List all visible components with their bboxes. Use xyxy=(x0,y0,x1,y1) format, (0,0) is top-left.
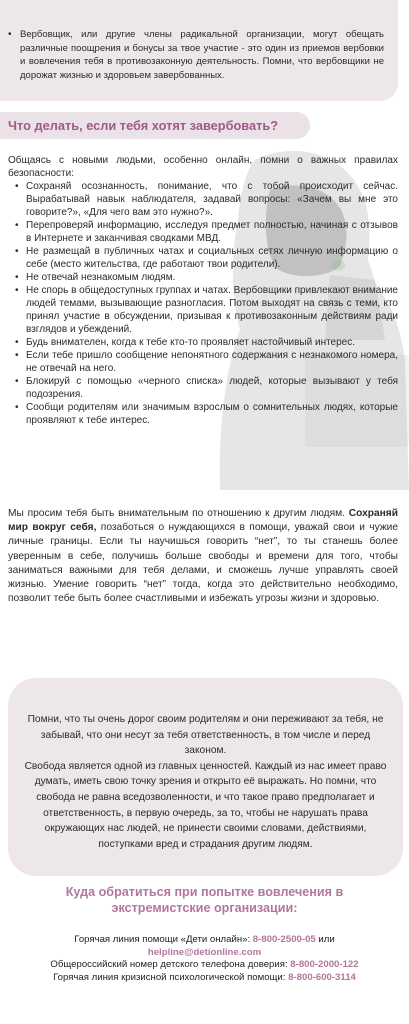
contact-line-trust-phone xyxy=(0,959,409,972)
intro-list xyxy=(8,28,384,82)
contact-or: или xyxy=(315,934,335,945)
safety-rule: • Перепроверяй информацию, исследуя предмет полностью, начиная с отзывов в Интернете и заканчивая сводками МВД. xyxy=(8,219,398,245)
contact-label: Горячая линия помощи «Дети онлайн»: xyxy=(74,934,253,945)
safety-intro: Общаясь с новыми людьми, особенно онлайн, помни о важных правилах безопасности: xyxy=(8,155,398,179)
advice-start: Мы просим тебя быть внимательным по отношению к другим людям. xyxy=(8,508,349,519)
contact-line-email xyxy=(0,947,409,960)
contact-line-kids-online xyxy=(0,934,409,947)
contact-phone-link[interactable]: 8-800-2000-122 xyxy=(290,959,359,971)
contact-phone-link[interactable]: 8-800-600-3114 xyxy=(288,971,356,983)
intro-panel xyxy=(0,0,398,101)
safety-rules-list xyxy=(8,180,398,427)
safety-rule: • Не спорь в общедоступных группах и чатах. Вербовщики привлекают внимание людей темами, вызывающие разногласия. Потом выходят на связь с теми, кто принял участие в обсуждении, призывая к противозаконным действиям ради взглядов и убеждений. xyxy=(8,284,398,336)
contacts-list xyxy=(0,934,409,984)
contact-label: Горячая линия кризисной психологической помощи: xyxy=(53,971,289,983)
reminder-paragraph-2: Свобода является одной из главных ценностей. Каждый из нас имеет право думать, иметь свою точку зрения и открыто её выражать. Но помни, что свобода не равна вседозволенности, и что такое право предполагает и ответственность, в первую очередь, за то, чтобы не нарушать права окружающих нас людей, не принести своими словами, действиями, поступками вред и страдания другим людям. xyxy=(24,760,387,850)
safety-section xyxy=(8,154,398,427)
reminder-panel xyxy=(8,678,403,876)
contacts-section xyxy=(0,884,409,984)
contact-line-crisis xyxy=(0,972,409,985)
reminder-paragraph-1: Помни, что ты очень дорог своим родителям и они переживают за тебя, не забывай, что они несут за тебя ответственность, в том числе и перед законом. xyxy=(27,714,384,757)
safety-rule: • Будь внимателен, когда к тебе кто-то проявляет настойчивый интерес. xyxy=(8,336,398,349)
safety-rule: • Сообщи родителям или значимым взрослым о сомнительных людях, которые проявляют к тебе интерес. xyxy=(8,401,398,427)
intro-bullet: • Вербовщик, или другие члены радикальной организации, могут обещать различные поощрения и бонусы за твое участие - это один из приемов вербовки и вовлечения тебя в противозаконную деятельность. Помни, что вербовщики не дорожат жизнью и здоровьем завербованных. xyxy=(8,28,384,82)
contacts-title: Куда обратиться при попытке вовлечения в экстремистские организации: xyxy=(65,885,344,915)
advice-paragraph xyxy=(8,507,398,606)
safety-rule: • Сохраняй осознанность, понимание, что с тобой происходит сейчас. Вырабатывай навык наблюдателя, задавай вопросы: «Зачем вы мне это говорите?», «Для чего вам это нужно?». xyxy=(8,180,398,219)
safety-rule: • Если тебе пришло сообщение непонятного содержания с незнакомого номера, не отвечай на него. xyxy=(8,349,398,375)
advice-bold: Сохраняй мир вокруг себя, xyxy=(8,508,398,534)
contact-label: Общероссийский номер детского телефона доверия: xyxy=(50,959,291,971)
safety-rule: • Блокируй с помощью «черного списка» людей, которые вызывают у тебя подозрения. xyxy=(8,375,398,401)
advice-end: позаботься о нуждающихся в помощи, уважай свои и чужие личные границы. Если ты научишься говорить “нет”, то ты станешь более уверенным в себе, получишь больше свободы и времени для того, чтобы заниматься важными для тебя делами, и сможешь лучше управлять своей жизнью. Умение говорить “нет” тогда, когда это действительно необходимо, позволит тебе быть более счастливыми и избежать угрозы жизни и здоровью. xyxy=(8,522,398,605)
section-heading: Что делать, если тебя хотят завербовать? xyxy=(0,112,310,139)
safety-rule: • Не размещай в публичных чатах и социальных сетях личную информацию о себе (место жительства, где работают твои родители). xyxy=(8,245,398,271)
contact-email-link[interactable]: helpline@detionline.com xyxy=(147,946,262,958)
safety-rule: • Не отвечай незнакомым людям. xyxy=(8,271,398,284)
contact-phone-link[interactable]: 8-800-2500-05 xyxy=(252,934,316,945)
